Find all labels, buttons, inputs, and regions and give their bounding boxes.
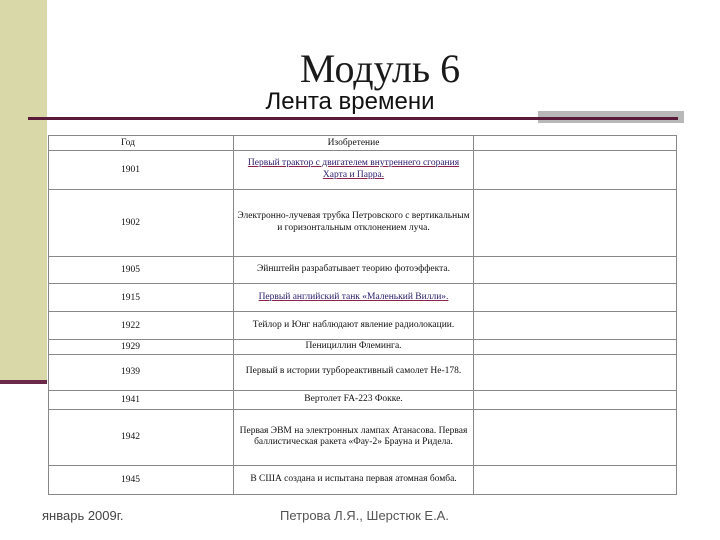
invention-cell: Вертолет FA-223 Фокке. bbox=[234, 391, 474, 409]
header-invention: Изобретение bbox=[234, 136, 474, 151]
title-divider bbox=[28, 117, 678, 120]
table-row bbox=[49, 340, 677, 354]
table-row bbox=[49, 257, 677, 284]
slide-title: Модуль 6 bbox=[299, 46, 461, 91]
side-decoration-band bbox=[0, 0, 47, 380]
side-decoration-line bbox=[0, 380, 47, 384]
invention-cell: Первый в истории турбореактивный самолет Не-178. bbox=[234, 354, 474, 391]
invention-cell: Электронно-лучевая трубка Петровского с вертикальным и горизонтальным отклонением луча. bbox=[234, 189, 474, 256]
year-cell: 1939 bbox=[49, 354, 234, 391]
table-row bbox=[49, 466, 677, 495]
table-row bbox=[49, 151, 677, 190]
table-row bbox=[49, 409, 677, 466]
year-cell: 1929 bbox=[49, 340, 234, 354]
invention-link[interactable]: Первый английский танк «Маленький Вилли». bbox=[258, 291, 449, 302]
empty-cell bbox=[474, 151, 677, 190]
invention-cell[interactable] bbox=[234, 284, 474, 311]
invention-cell: В США создана и испытана первая атомная бомба. bbox=[234, 466, 474, 495]
year-cell: 1902 bbox=[49, 189, 234, 256]
year-cell: 1922 bbox=[49, 311, 234, 339]
year-cell: 1905 bbox=[49, 257, 234, 284]
table-row bbox=[49, 284, 677, 311]
empty-cell bbox=[474, 340, 677, 354]
invention-cell: Эйнштейн разрабатывает теорию фотоэффекта. bbox=[234, 257, 474, 284]
table-header-row bbox=[49, 136, 677, 151]
empty-cell bbox=[474, 311, 677, 339]
empty-cell bbox=[474, 257, 677, 284]
table-row bbox=[49, 189, 677, 256]
table-row bbox=[49, 311, 677, 339]
empty-cell bbox=[474, 354, 677, 391]
empty-cell bbox=[474, 391, 677, 409]
empty-cell bbox=[474, 284, 677, 311]
year-cell: 1945 bbox=[49, 466, 234, 495]
invention-cell: Первая ЭВМ на электронных лампах Атанасова. Первая баллистическая ракета «Фау-2» Брауна и Ридела. bbox=[234, 409, 474, 466]
invention-cell: Пенициллин Флеминга. bbox=[234, 340, 474, 354]
year-cell: 1942 bbox=[49, 409, 234, 466]
header-empty bbox=[474, 136, 677, 151]
table-row bbox=[49, 391, 677, 409]
timeline-table bbox=[48, 135, 677, 495]
empty-cell bbox=[474, 409, 677, 466]
invention-cell[interactable] bbox=[234, 151, 474, 190]
table-row bbox=[49, 354, 677, 391]
year-cell: 1941 bbox=[49, 391, 234, 409]
header-year: Год bbox=[49, 136, 234, 151]
invention-cell: Тейлор и Юнг наблюдают явление радиолокации. bbox=[234, 311, 474, 339]
year-cell: 1901 bbox=[49, 151, 234, 190]
empty-cell bbox=[474, 466, 677, 495]
slide-subtitle: Лента времени bbox=[265, 88, 435, 115]
invention-link[interactable]: Первый трактор с двигателем внутреннего сгорания Харта и Парра. bbox=[247, 158, 460, 181]
empty-cell bbox=[474, 189, 677, 256]
footer-date: январь 2009г. bbox=[42, 508, 124, 523]
footer-authors: Петрова Л.Я., Шерстюк Е.А. bbox=[280, 508, 449, 523]
year-cell: 1915 bbox=[49, 284, 234, 311]
